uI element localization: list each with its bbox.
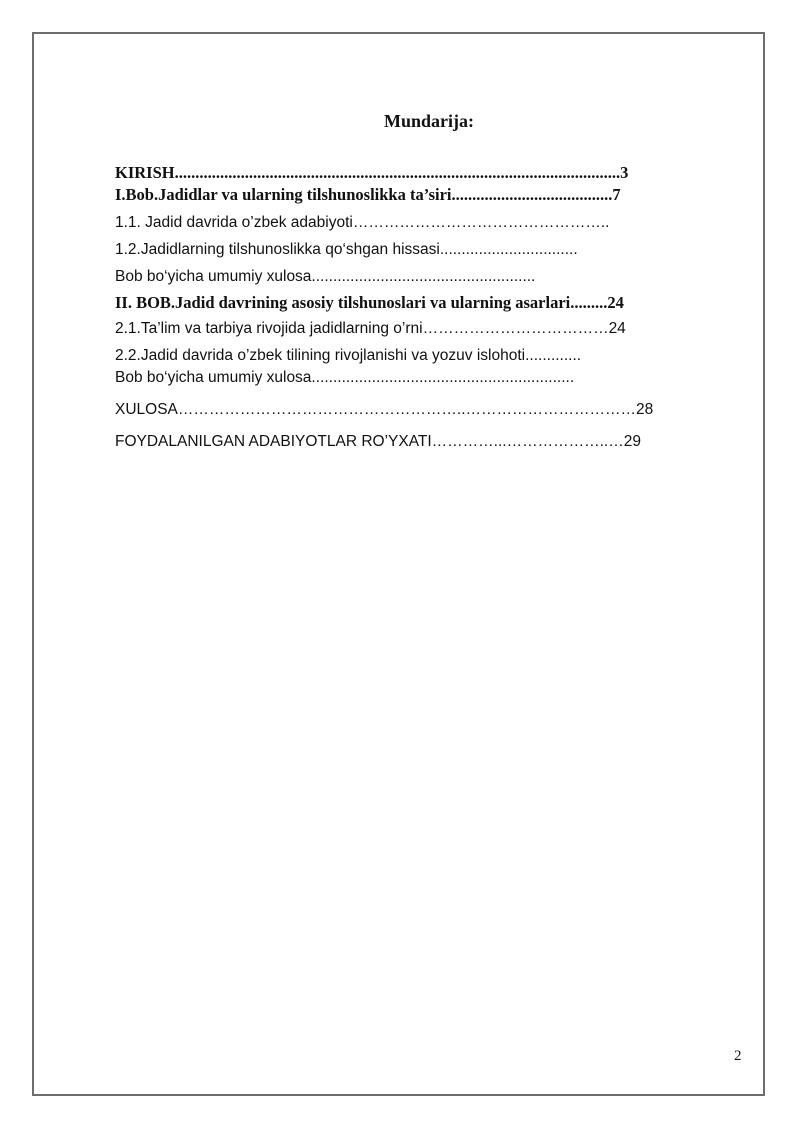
toc-entry-chapter-2[interactable]: II. BOB.Jadid davrining asosiy tilshunoslari va ularning asarlari.........24 bbox=[115, 293, 624, 312]
page-title: Mundarija: bbox=[384, 111, 474, 131]
toc-entry-1-1[interactable]: 1.1. Jadid davrida o’zbek adabiyoti………………………………………….. bbox=[115, 214, 610, 231]
toc-entry-chapter-1-summary[interactable]: Bob bo‘yicha umumiy xulosa.................................................... bbox=[115, 268, 536, 285]
toc-entry-2-1[interactable]: 2.1.Ta’lim va tarbiya rivojida jadidlarning o’rni………………………………24 bbox=[115, 320, 626, 337]
toc-entry-chapter-1[interactable]: I.Bob.Jadidlar va ularning tilshunoslikka ta’siri.......................................7 bbox=[115, 185, 621, 204]
toc-entry-xulosa[interactable]: XULOSA………………………………………………..……………………………28 bbox=[115, 401, 654, 418]
toc-entry-1-2[interactable]: 1.2.Jadidlarning tilshunoslikka qo‘shgan hissasi................................ bbox=[115, 241, 578, 258]
toc-entry-kirish[interactable]: KIRISH............................................................................................................3 bbox=[115, 163, 629, 182]
toc-entry-chapter-2-summary[interactable]: Bob bo‘yicha umumiy xulosa............................................................. bbox=[115, 369, 575, 386]
toc-entry-2-2[interactable]: 2.2.Jadid davrida o’zbek tilining rivojlanishi va yozuv islohoti............. bbox=[115, 347, 582, 364]
toc-entry-references[interactable]: FOYDALANILGAN ADABIYOTLAR RO’YXATI…………...………………..…29 bbox=[115, 433, 641, 450]
page-number: 2 bbox=[734, 1048, 742, 1064]
